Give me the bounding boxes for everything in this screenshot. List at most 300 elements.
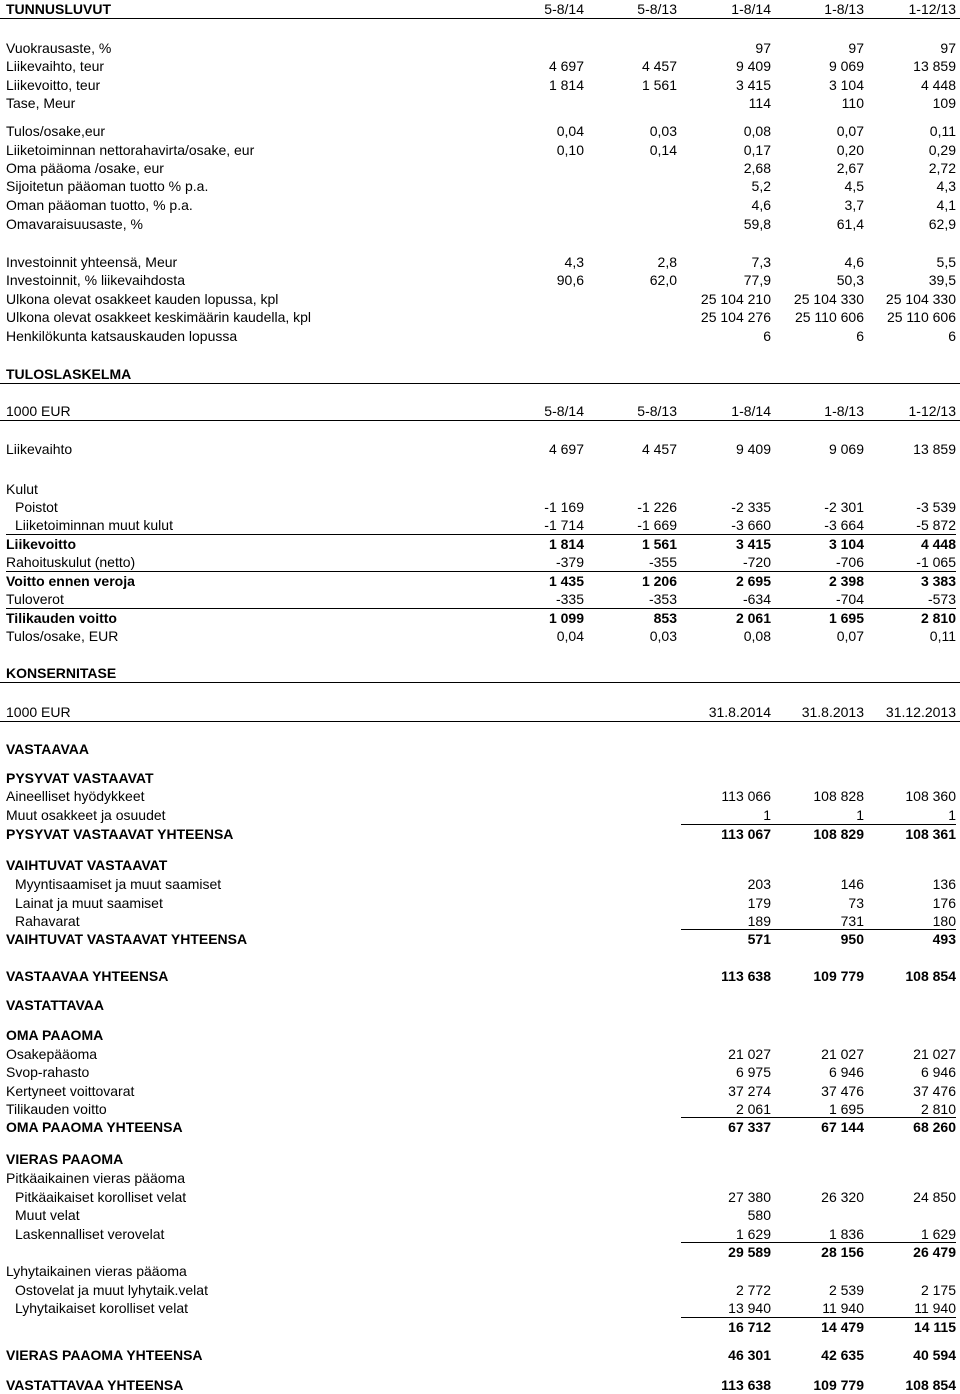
value-cell: 6 <box>763 328 771 344</box>
value-cell: 4,6 <box>844 254 864 270</box>
tunnusluvut-row <box>0 122 960 140</box>
value-cell: 203 <box>747 876 771 892</box>
liabilities-total <box>0 1376 960 1394</box>
tunnusluvut-row <box>0 327 960 345</box>
value-cell: 1 <box>763 807 771 823</box>
value-cell: -1 714 <box>544 517 584 533</box>
row-label: Rahavarat <box>15 913 80 929</box>
value-cell: 97 <box>755 40 771 56</box>
value-cell: 176 <box>932 895 956 911</box>
debt-total <box>0 1346 960 1364</box>
value-cell: 21 027 <box>913 1046 956 1062</box>
value-cell: 108 360 <box>905 788 956 804</box>
value-cell: 114 <box>748 95 771 111</box>
value-cell: 13 940 <box>728 1300 771 1316</box>
value-cell: 9 409 <box>735 441 771 457</box>
value-cell: 14 479 <box>821 1319 864 1335</box>
tunnusluvut-row <box>0 76 960 94</box>
row-label: Muut osakkeet ja osuudet <box>6 807 166 823</box>
value-cell: 1-8/13 <box>824 403 864 419</box>
value-cell: -3 660 <box>731 517 771 533</box>
row-label: Tilikauden voitto <box>6 610 117 626</box>
underline-rule <box>6 608 956 609</box>
value-cell: 1 695 <box>828 1101 864 1117</box>
assets-total <box>0 967 960 985</box>
value-cell: 108 854 <box>905 968 956 984</box>
value-cell: 2 539 <box>828 1282 864 1298</box>
value-cell: 2,8 <box>657 254 677 270</box>
value-cell: 180 <box>932 913 956 929</box>
row-label: VASTAAVAA YHTEENSA <box>6 968 169 984</box>
row-label: PYSYVAT VASTAAVAT YHTEENSA <box>6 826 234 842</box>
value-cell: 26 479 <box>913 1244 956 1260</box>
header-rule <box>0 721 960 722</box>
value-cell: 6 946 <box>920 1064 956 1080</box>
konsernitase-title <box>0 664 960 682</box>
value-cell: 108 829 <box>813 826 864 842</box>
value-cell: 113 066 <box>721 788 771 804</box>
value-cell: 0,04 <box>556 123 584 139</box>
value-cell: 1-12/13 <box>908 403 956 419</box>
value-cell: 0,17 <box>743 142 771 158</box>
value-cell: 77,9 <box>743 272 771 288</box>
row-label: Sijoitetun pääoman tuotto % p.a. <box>6 178 209 194</box>
balance-row <box>0 1281 960 1299</box>
long-term-debt-heading <box>0 1169 960 1187</box>
value-cell: -355 <box>648 554 677 570</box>
value-cell: 67 337 <box>728 1119 771 1135</box>
value-cell: 3 104 <box>828 77 864 93</box>
row-label: Tilikauden voitto <box>6 1101 107 1117</box>
row-label: Kertyneet voittovarat <box>6 1083 135 1099</box>
row-label: Pitkäaikaiset korolliset velat <box>15 1189 187 1205</box>
value-cell: 25 104 330 <box>885 291 956 307</box>
row-label: Henkilökunta katsauskauden lopussa <box>6 328 238 344</box>
value-cell: 4,3 <box>936 178 956 194</box>
value-cell: 0,08 <box>743 123 771 139</box>
row-label: Rahoituskulut (netto) <box>6 554 136 570</box>
header-rule <box>0 682 960 683</box>
value-cell: 1 561 <box>641 536 677 552</box>
value-cell: 21 027 <box>728 1046 771 1062</box>
value-cell: 61,4 <box>836 216 864 232</box>
value-cell: 0,29 <box>928 142 956 158</box>
value-cell: 3,7 <box>844 197 864 213</box>
row-label: VAIHTUVAT VASTAAVAT YHTEENSA <box>6 931 248 947</box>
value-cell: 68 260 <box>913 1119 956 1135</box>
value-cell: 6 975 <box>735 1064 771 1080</box>
value-cell: 9 069 <box>828 58 864 74</box>
value-cell: -706 <box>835 554 864 570</box>
value-cell: 9 069 <box>828 441 864 457</box>
row-label: Lyhytaikainen vieras pääoma <box>6 1263 187 1279</box>
balance-row <box>0 1188 960 1206</box>
row-label: Vuokrausaste, % <box>6 40 112 56</box>
value-cell: 6 946 <box>828 1064 864 1080</box>
value-cell: 5,2 <box>751 178 771 194</box>
value-cell: 1 <box>948 807 956 823</box>
row-label: Liiketoiminnan nettorahavirta/osake, eur <box>6 142 255 158</box>
value-cell: 1 695 <box>828 610 864 626</box>
tunnusluvut-row <box>0 57 960 75</box>
value-cell: 26 320 <box>821 1189 864 1205</box>
value-cell: 1-12/13 <box>908 1 956 17</box>
income-row <box>0 627 960 645</box>
income-row <box>0 440 960 458</box>
row-label: Lainat ja muut saamiset <box>15 895 163 911</box>
value-cell: 1 814 <box>548 536 584 552</box>
value-cell: 950 <box>840 931 864 947</box>
value-cell: 97 <box>940 40 956 56</box>
balance-row <box>0 806 960 824</box>
debt-heading <box>0 1150 960 1168</box>
value-cell: 11 940 <box>914 1300 956 1316</box>
value-cell: 13 859 <box>913 441 956 457</box>
row-label: VASTAAVAA <box>6 741 89 757</box>
row-label: Muut velat <box>15 1207 80 1223</box>
value-cell: 3 415 <box>735 77 771 93</box>
value-cell: 2 398 <box>828 573 864 589</box>
value-cell: 1-8/13 <box>824 1 864 17</box>
value-cell: 62,9 <box>928 216 956 232</box>
row-label: VASTATTAVAA YHTEENSA <box>6 1377 184 1393</box>
value-cell: 4,3 <box>564 254 584 270</box>
value-cell: 3 415 <box>735 536 771 552</box>
value-cell: 0,07 <box>836 123 864 139</box>
value-cell: 25 110 606 <box>886 309 956 325</box>
row-label: Tase, Meur <box>6 95 76 111</box>
balance-row <box>0 1225 960 1243</box>
value-cell: 31.12.2013 <box>885 704 956 720</box>
value-cell: 0,20 <box>836 142 864 158</box>
value-cell: 37 476 <box>913 1083 956 1099</box>
underline-rule <box>681 1317 956 1318</box>
value-cell: 37 274 <box>728 1083 771 1099</box>
row-label: Svop-rahasto <box>6 1064 90 1080</box>
value-cell: 4,6 <box>751 197 771 213</box>
value-cell: 0,11 <box>929 123 956 139</box>
value-cell: -1 065 <box>916 554 956 570</box>
value-cell: 2,67 <box>836 160 864 176</box>
income-row <box>0 572 960 590</box>
row-label: Lyhytaikaiset korolliset velat <box>15 1300 189 1316</box>
value-cell: -5 872 <box>916 517 956 533</box>
underline-rule <box>681 1242 956 1243</box>
header-rule <box>0 18 960 19</box>
section-title: TULOSLASKELMA <box>6 366 132 382</box>
value-cell: 580 <box>747 1207 771 1223</box>
value-cell: -379 <box>555 554 584 570</box>
balance-row <box>0 912 960 930</box>
header-rule <box>0 420 960 421</box>
konsernitase-header <box>0 703 960 721</box>
value-cell: 2 810 <box>920 610 956 626</box>
value-cell: 4 697 <box>548 441 584 457</box>
balance-row <box>0 1045 960 1063</box>
row-label: Tuloverot <box>6 591 64 607</box>
equity-total <box>0 1118 960 1136</box>
current-assets-heading <box>0 856 960 874</box>
tunnusluvut-row <box>0 141 960 159</box>
income-row <box>0 590 960 608</box>
value-cell: -3 539 <box>916 499 956 515</box>
value-cell: 1 561 <box>641 77 677 93</box>
value-cell: 11 940 <box>822 1300 864 1316</box>
row-label: Ulkona olevat osakkeet keskimäärin kaudella, kpl <box>6 309 312 325</box>
value-cell: 4,1 <box>936 197 956 213</box>
value-cell: 109 <box>932 95 956 111</box>
value-cell: 5-8/13 <box>637 1 677 17</box>
value-cell: 2 175 <box>920 1282 956 1298</box>
value-cell: 7,3 <box>751 254 771 270</box>
value-cell: 5-8/13 <box>637 403 677 419</box>
value-cell: 109 779 <box>813 968 864 984</box>
value-cell: -1 169 <box>544 499 584 515</box>
value-cell: 31.8.2013 <box>801 704 864 720</box>
value-cell: 50,3 <box>836 272 864 288</box>
tunnusluvut-row <box>0 94 960 112</box>
unit-label: 1000 EUR <box>6 403 71 419</box>
value-cell: -573 <box>927 591 956 607</box>
value-cell: 37 476 <box>821 1083 864 1099</box>
value-cell: 1 814 <box>548 77 584 93</box>
section-title: KONSERNITASE <box>6 665 117 681</box>
row-label: VIERAS PAAOMA YHTEENSA <box>6 1347 203 1363</box>
value-cell: -720 <box>742 554 771 570</box>
row-label: Pitkäaikainen vieras pääoma <box>6 1170 185 1186</box>
row-label: VAIHTUVAT VASTAAVAT <box>6 857 168 873</box>
value-cell: 108 854 <box>905 1377 956 1393</box>
balance-row <box>0 1082 960 1100</box>
value-cell: 27 380 <box>728 1189 771 1205</box>
value-cell: -704 <box>835 591 864 607</box>
value-cell: 0,03 <box>649 123 677 139</box>
row-label: Liikevoitto <box>6 536 77 552</box>
underline-rule <box>681 929 956 930</box>
income-row <box>0 609 960 627</box>
fixed-assets-heading <box>0 769 960 787</box>
value-cell: 46 301 <box>728 1347 771 1363</box>
value-cell: 1 435 <box>548 573 584 589</box>
value-cell: 113 638 <box>721 968 771 984</box>
tunnusluvut-row <box>0 39 960 57</box>
underline-rule <box>6 534 956 535</box>
section-title: TUNNUSLUVUT <box>6 1 111 17</box>
value-cell: 13 859 <box>913 58 956 74</box>
balance-row <box>0 1063 960 1081</box>
value-cell: 4,5 <box>844 178 864 194</box>
balance-row <box>0 1100 960 1118</box>
value-cell: 5-8/14 <box>544 403 584 419</box>
value-cell: -335 <box>555 591 584 607</box>
row-label: Kulut <box>6 481 38 497</box>
value-cell: 6 <box>948 328 956 344</box>
value-cell: 2 695 <box>735 573 771 589</box>
income-row <box>0 516 960 534</box>
row-label: Myyntisaamiset ja muut saamiset <box>15 876 222 892</box>
value-cell: 73 <box>848 895 864 911</box>
row-label: VASTATTAVAA <box>6 997 104 1013</box>
value-cell: 4 457 <box>641 58 677 74</box>
value-cell: 108 361 <box>905 826 956 842</box>
row-label: Investoinnit, % liikevaihdosta <box>6 272 185 288</box>
tunnusluvut-row <box>0 308 960 326</box>
row-label: Voitto ennen veroja <box>6 573 135 589</box>
value-cell: 1 836 <box>828 1226 864 1242</box>
equity-heading <box>0 1026 960 1044</box>
value-cell: 25 104 210 <box>700 291 771 307</box>
value-cell: 1 629 <box>920 1226 956 1242</box>
value-cell: 97 <box>848 40 864 56</box>
value-cell: 1-8/14 <box>731 1 771 17</box>
value-cell: 3 383 <box>920 573 956 589</box>
row-label: Tulos/osake,eur <box>6 123 106 139</box>
row-label: Liiketoiminnan muut kulut <box>15 517 173 533</box>
value-cell: 1 <box>856 807 864 823</box>
value-cell: 1 206 <box>641 573 677 589</box>
long-term-debt-subtotal <box>0 1243 960 1261</box>
row-label: Tulos/osake, EUR <box>6 628 119 644</box>
value-cell: 29 589 <box>728 1244 771 1260</box>
value-cell: 40 594 <box>913 1347 956 1363</box>
liabilities-heading <box>0 996 960 1014</box>
value-cell: 108 828 <box>813 788 864 804</box>
row-label: Osakepääoma <box>6 1046 98 1062</box>
value-cell: 25 104 330 <box>793 291 864 307</box>
value-cell: 5,5 <box>936 254 956 270</box>
value-cell: 1 629 <box>735 1226 771 1242</box>
row-label: PYSYVAT VASTAAVAT <box>6 770 154 786</box>
value-cell: 62,0 <box>649 272 677 288</box>
value-cell: 2,68 <box>743 160 771 176</box>
value-cell: 4 697 <box>548 58 584 74</box>
value-cell: 16 712 <box>728 1319 771 1335</box>
value-cell: 2 810 <box>920 1101 956 1117</box>
tunnusluvut-row <box>0 271 960 289</box>
tunnusluvut-row <box>0 215 960 233</box>
underline-rule <box>6 571 956 572</box>
row-label: Aineelliset hyödykkeet <box>6 788 145 804</box>
row-label: Poistot <box>15 499 58 515</box>
value-cell: 1-8/14 <box>731 403 771 419</box>
value-cell: 0,07 <box>836 628 864 644</box>
balance-row <box>0 787 960 805</box>
value-cell: 4 457 <box>641 441 677 457</box>
value-cell: 189 <box>747 913 771 929</box>
row-label: OMA PAAOMA YHTEENSA <box>6 1119 183 1135</box>
value-cell: -3 664 <box>824 517 864 533</box>
value-cell: 59,8 <box>743 216 771 232</box>
tunnusluvut-row <box>0 253 960 271</box>
value-cell: 31.8.2014 <box>708 704 771 720</box>
value-cell: 113 067 <box>721 826 771 842</box>
tunnusluvut-header <box>0 0 960 18</box>
row-label: Oma pääoma /osake, eur <box>6 160 164 176</box>
row-label: Ulkona olevat osakkeet kauden lopussa, kpl <box>6 291 279 307</box>
tuloslaskelma-title <box>0 365 960 383</box>
value-cell: -2 301 <box>824 499 864 515</box>
value-cell: 0,03 <box>649 628 677 644</box>
value-cell: 25 110 606 <box>794 309 864 325</box>
row-label: Liikevaihto, teur <box>6 58 105 74</box>
value-cell: 4 448 <box>920 77 956 93</box>
assets-heading <box>0 740 960 758</box>
value-cell: 5-8/14 <box>544 1 584 17</box>
short-term-debt-heading <box>0 1262 960 1280</box>
value-cell: 3 104 <box>828 536 864 552</box>
value-cell: 0,14 <box>649 142 677 158</box>
current-assets-total <box>0 930 960 948</box>
tunnusluvut-row <box>0 196 960 214</box>
income-row <box>0 498 960 516</box>
value-cell: 2 772 <box>735 1282 771 1298</box>
balance-row <box>0 1299 960 1317</box>
header-rule <box>0 383 960 384</box>
value-cell: 28 156 <box>821 1244 864 1260</box>
value-cell: 493 <box>932 931 956 947</box>
row-label: VIERAS PAAOMA <box>6 1151 124 1167</box>
value-cell: 109 779 <box>813 1377 864 1393</box>
tunnusluvut-row <box>0 159 960 177</box>
value-cell: 21 027 <box>821 1046 864 1062</box>
value-cell: 110 <box>841 95 864 111</box>
expenses-heading <box>0 480 960 498</box>
value-cell: 2,72 <box>928 160 956 176</box>
tuloslaskelma-header <box>0 402 960 420</box>
value-cell: 113 638 <box>721 1377 771 1393</box>
value-cell: -353 <box>648 591 677 607</box>
value-cell: -1 669 <box>637 517 677 533</box>
value-cell: 1 099 <box>548 610 584 626</box>
underline-rule <box>681 824 956 825</box>
value-cell: 0,04 <box>556 628 584 644</box>
value-cell: 24 850 <box>913 1189 956 1205</box>
value-cell: 136 <box>932 876 956 892</box>
value-cell: 0,08 <box>743 628 771 644</box>
value-cell: 0,11 <box>929 628 956 644</box>
value-cell: 6 <box>856 328 864 344</box>
value-cell: 39,5 <box>928 272 956 288</box>
value-cell: 0,10 <box>556 142 584 158</box>
short-term-debt-subtotal <box>0 1318 960 1336</box>
value-cell: 2 061 <box>735 610 771 626</box>
value-cell: 25 104 276 <box>700 309 771 325</box>
row-label: Laskennalliset verovelat <box>15 1226 165 1242</box>
value-cell: -1 226 <box>637 499 677 515</box>
unit-label: 1000 EUR <box>6 704 71 720</box>
row-label: Omavaraisuusaste, % <box>6 216 143 232</box>
value-cell: -2 335 <box>731 499 771 515</box>
row-label: Investoinnit yhteensä, Meur <box>6 254 178 270</box>
row-label: Ostovelat ja muut lyhytaik.velat <box>15 1282 208 1298</box>
balance-row <box>0 1206 960 1224</box>
balance-row <box>0 894 960 912</box>
value-cell: 146 <box>840 876 864 892</box>
fixed-assets-total <box>0 825 960 843</box>
tunnusluvut-row <box>0 290 960 308</box>
value-cell: 2 061 <box>735 1101 771 1117</box>
value-cell: 731 <box>840 913 864 929</box>
value-cell: 4 448 <box>920 536 956 552</box>
row-label: OMA PAAOMA <box>6 1027 104 1043</box>
row-label: Oman pääoman tuotto, % p.a. <box>6 197 193 213</box>
underline-rule <box>681 1117 956 1118</box>
tunnusluvut-row <box>0 177 960 195</box>
value-cell: 90,6 <box>556 272 584 288</box>
balance-row <box>0 875 960 893</box>
value-cell: 9 409 <box>735 58 771 74</box>
value-cell: 179 <box>747 895 771 911</box>
